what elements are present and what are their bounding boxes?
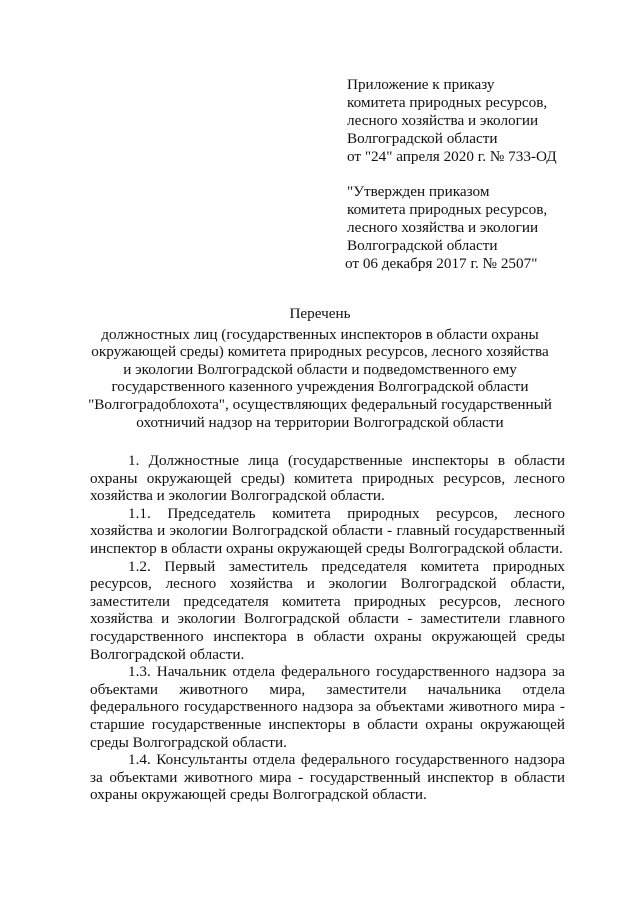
title-line: и экологии Волгоградской области и подведомственного ему	[123, 360, 517, 378]
document-body	[90, 452, 565, 804]
appendix-line: от "24" апреля 2020 г. № 733-ОД	[347, 148, 557, 165]
title-line: "Волгоградоблохота", осуществляющих федеральный государственный	[88, 395, 552, 413]
title-line: окружающей среды) комитета природных ресурсов, лесного хозяйства	[91, 343, 549, 361]
approved-header	[347, 183, 547, 273]
paragraph-1-3: 1.3. Начальник отдела федерального государственного надзора за объектами животного мира, заместители начальника отдела федерального государственного надзора за объектами животного мира - старшие государственные инспекторы в области охраны окружающей среды Волгоградской области.	[90, 663, 565, 751]
document-title	[84, 305, 556, 431]
approved-line: "Утвержден приказом	[347, 183, 490, 200]
approved-line: лесного хозяйства и экологии	[347, 219, 539, 236]
title-line: государственного казенного учреждения Волгоградской области	[111, 378, 529, 396]
title-heading: Перечень	[289, 305, 351, 322]
approved-line: Волгоградской области	[347, 237, 498, 254]
paragraph-1: 1. Должностные лица (государственные инспекторы в области охраны окружающей среды) комитета природных ресурсов, лесного хозяйства и экологии Волгоградской области.	[90, 452, 565, 505]
title-line: должностных лиц (государственных инспекторов в области охраны	[101, 325, 539, 343]
paragraph-1-4: 1.4. Консультанты отдела федерального государственного надзора за объектами животного мира - государственный инспектор в области охраны окружающей среды Волгоградской области.	[90, 751, 565, 804]
approved-line: от 06 декабря 2017 г. № 2507"	[345, 255, 538, 272]
appendix-line: лесного хозяйства и экологии	[347, 112, 539, 129]
paragraph-1-2: 1.2. Первый заместитель председателя комитета природных ресурсов, лесного хозяйства и экологии Волгоградской области, заместители председателя комитета природных ресурсов, лесного хозяйства и экологии Волгоградской области - заместители главного государственного инспектора в области охраны окружающей среды Волгоградской области.	[90, 557, 565, 663]
appendix-line: Волгоградской области	[347, 130, 498, 147]
paragraph-1-1: 1.1. Председатель комитета природных ресурсов, лесного хозяйства и экологии Волгоградской области - главный государственный инспектор в области охраны окружающей среды Волгоградской области.	[90, 504, 565, 557]
title-line: охотничий надзор на территории Волгоградской области	[136, 413, 504, 431]
approved-line: комитета природных ресурсов,	[347, 201, 548, 218]
appendix-header	[347, 76, 557, 166]
appendix-line: комитета природных ресурсов,	[347, 94, 548, 111]
appendix-line: Приложение к приказу	[347, 76, 495, 93]
